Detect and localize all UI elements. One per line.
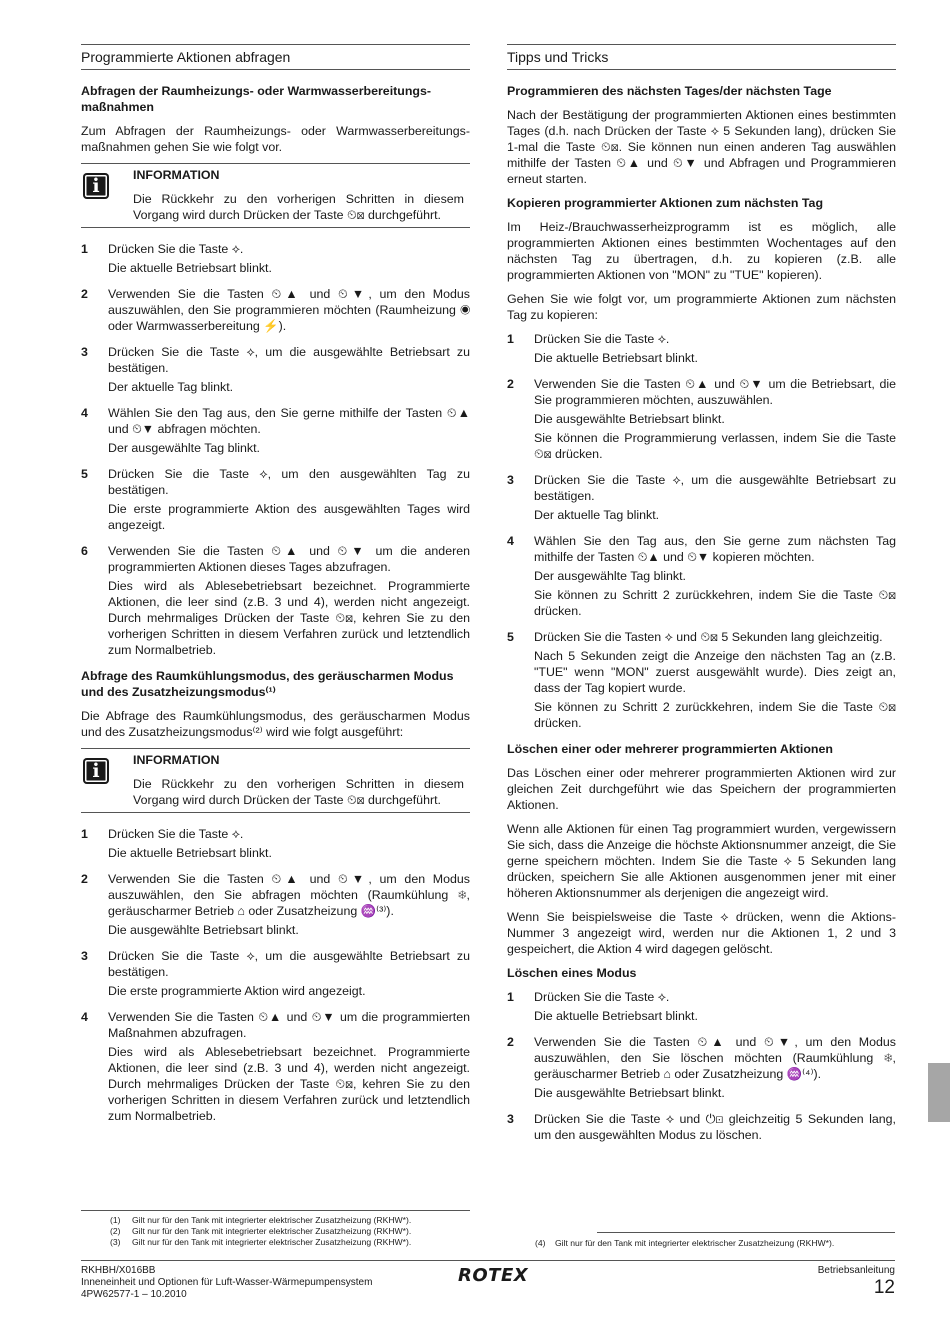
step-note: Die ausgewählte Betriebsart blinkt. — [534, 412, 725, 426]
footnote — [81, 1215, 470, 1226]
step-text: Verwenden Sie die Tasten ⏲▲ und ⏲▼ um die programmierten Maßnahmen abzufragen. — [108, 1010, 470, 1040]
step-list — [507, 989, 896, 1143]
step-note: Die aktuelle Betriebsart blinkt. — [108, 846, 272, 860]
step-item — [81, 948, 470, 999]
subheading: Abfragen der Raumheizungs- oder Warmwasserbereitungs-maßnahmen — [81, 84, 431, 114]
document-id: 4PW62577-1 – 10.2010 — [81, 1289, 187, 1300]
step-item — [507, 376, 896, 462]
footnote — [81, 1226, 470, 1237]
step-text: Drücken Sie die Taste ⟡, um die ausgewählte Betriebsart zu bestätigen. — [108, 345, 470, 375]
step-note: Die erste programmierte Aktion wird angezeigt. — [108, 984, 366, 998]
step-note: Der ausgewählte Tag blinkt. — [534, 569, 686, 583]
page-number: 12 — [873, 1277, 895, 1298]
info-box — [81, 163, 470, 228]
left-column — [81, 44, 470, 1134]
paragraph: Nach der Bestätigung der programmierten Aktionen eines bestimmten Tages (d.h. nach Drücken der Taste ⟡ 5 Sekunden lang), drücken Sie 1-mal die Taste ⏲⊠. Sie können nun einen anderen Tag auswählen mithilfe der Tasten ⏲▲ und ⏲▼ und Abfragen und Programmieren erneut starten. — [507, 108, 896, 186]
step-note: Die aktuelle Betriebsart blinkt. — [534, 351, 698, 365]
subheading: Löschen eines Modus — [507, 966, 637, 980]
step-number: 1 — [81, 242, 88, 256]
step-number: 1 — [507, 990, 514, 1004]
step-item — [507, 629, 896, 731]
step-note: Die aktuelle Betriebsart blinkt. — [108, 261, 272, 275]
step-note: Der aktuelle Tag blinkt. — [108, 380, 234, 394]
section-title: Programmierte Aktionen abfragen — [81, 44, 470, 70]
step-number: 3 — [507, 473, 514, 487]
paragraph: Wenn alle Aktionen für einen Tag programmiert wurden, vergewissern Sie sich, dass die Anzeige die höchste Aktionsnummer anzeigt, die Sie gerne speichern möchten. Indem Sie die Taste ⟡ 5 Sekunden lang drücken, speichern Sie alle Aktionen ausgenommen jener mit einer höheren Aktionsnummer als derjenigen die angezeigt wird. — [507, 822, 896, 900]
footer-left — [81, 1265, 372, 1301]
step-note: Sie können zu Schritt 2 zurückkehren, indem Sie die Taste ⏲⊠ drücken. — [534, 700, 896, 730]
step-number: 5 — [81, 467, 88, 481]
subheading: Kopieren programmierter Aktionen zum nächsten Tag — [507, 196, 824, 210]
step-list — [507, 331, 896, 731]
information-icon: i — [83, 758, 109, 784]
step-text: Wählen Sie den Tag aus, den Sie gerne zum nächsten Tag mithilfe der Tasten ⏲▲ und ⏲▼ kopieren möchten. — [534, 534, 896, 564]
paragraph: Gehen Sie wie folgt vor, um programmierte Aktionen zum nächsten Tag zu kopieren: — [507, 292, 896, 322]
step-number: 6 — [81, 544, 88, 558]
product-name: Inneneinheit und Optionen für Luft-Wasser-Wärmepumpensystem — [81, 1277, 373, 1288]
footnote-text: Gilt nur für den Tank mit integrierter elektrischer Zusatzheizung (RKHW*). — [555, 1238, 835, 1248]
step-number: 2 — [507, 1035, 514, 1049]
step-text: Wählen Sie den Tag aus, den Sie gerne mithilfe der Tasten ⏲▲ und ⏲▼ abfragen möchten. — [108, 406, 470, 436]
step-text: Drücken Sie die Taste ⟡, um die ausgewählte Betriebsart zu bestätigen. — [108, 949, 470, 979]
step-note: Dies wird als Ablesebetriebsart bezeichnet. Programmierte Aktionen, die leer sind (z.B. 3 und 4), werden nicht angezeigt. Durch mehrmaliges Drücken der Taste ⏲⊠, kehren Sie zu den vorherigen Schritten in diesem Verfahren zurück und letztendlich zum Normalbetrieb. — [108, 1045, 470, 1123]
step-number: 2 — [81, 287, 88, 301]
step-note: Sie können die Programmierung verlassen, indem Sie die Taste ⏲⊠ drücken. — [534, 431, 896, 461]
step-number: 4 — [81, 406, 88, 420]
step-text: Verwenden Sie die Tasten ⏲▲ und ⏲▼ um die anderen programmierten Aktionen dieses Tages abzufragen. — [108, 544, 470, 574]
step-text: Verwenden Sie die Tasten ⏲▲ und ⏲▼, um den Modus auszuwählen, den Sie löschen möchten (Raumkühlung ❄, geräuscharmer Betrieb ⌂ oder Zusatzheizung ♒⁽⁴⁾). — [534, 1035, 896, 1081]
info-title: INFORMATION — [133, 168, 220, 182]
footnote-text: Gilt nur für den Tank mit integrierter elektrischer Zusatzheizung (RKHW*). — [132, 1237, 412, 1247]
step-number: 2 — [507, 377, 514, 391]
step-note: Nach 5 Sekunden zeigt die Anzeige den nächsten Tag an (z.B. "TUE" wenn "MON" zuerst ausgewählt wurde). Dies zeigt an, dass der Tag kopiert wurde. — [534, 649, 896, 695]
subheading: Programmieren des nächsten Tages/der nächsten Tage — [507, 84, 832, 98]
step-item — [81, 344, 470, 395]
step-text: Drücken Sie die Taste ⟡. — [534, 990, 670, 1004]
step-number: 3 — [507, 1112, 514, 1126]
step-text: Drücken Sie die Taste ⟡. — [534, 332, 670, 346]
info-title: INFORMATION — [133, 753, 220, 767]
step-item — [81, 286, 470, 334]
step-number: 4 — [81, 1010, 88, 1024]
step-item — [81, 543, 470, 658]
footnote — [81, 1237, 470, 1248]
paragraph: Wenn Sie beispielsweise die Taste ⟡ drücken, wenn die Aktions-Nummer 3 angezeigt wird, werden nur die Aktionen 1, 2 und 3 gespeichert, die Aktion 4 wird dagegen gelöscht. — [507, 910, 896, 956]
paragraph: Zum Abfragen der Raumheizungs- oder Warmwasserbereitungs-maßnahmen gehen Sie wie folgt vor. — [81, 124, 470, 154]
footnote-number: (3) — [110, 1237, 121, 1247]
step-number: 1 — [507, 332, 514, 346]
step-number: 3 — [81, 949, 88, 963]
step-number: 4 — [507, 534, 514, 548]
step-item — [507, 533, 896, 619]
step-note: Die erste programmierte Aktion des ausgewählten Tages wird angezeigt. — [108, 502, 470, 532]
brand-logo: ROTEX — [458, 1265, 529, 1286]
step-item — [507, 1111, 896, 1143]
step-item — [81, 466, 470, 533]
paragraph: Das Löschen einer oder mehrerer programmierten Aktionen wird zur gleichen Zeit durchgeführt wie das Speichern der programmierten Aktionen. — [507, 766, 896, 812]
step-number: 3 — [81, 345, 88, 359]
paragraph: Die Abfrage des Raumkühlungsmodus, des geräuscharmen Modus und des Zusatzheizungsmodus⁽²⁾ wird wie folgt ausgeführt: — [81, 709, 470, 739]
step-list — [81, 241, 470, 658]
step-note: Der ausgewählte Tag blinkt. — [108, 441, 260, 455]
footnote-number: (2) — [110, 1226, 121, 1236]
subheading: Abfrage des Raumkühlungsmodus, des geräuscharmen Modus und des Zusatzheizungsmodus⁽¹⁾ — [81, 669, 454, 699]
footnote-text: Gilt nur für den Tank mit integrierter elektrischer Zusatzheizung (RKHW*). — [132, 1215, 412, 1225]
step-item — [81, 405, 470, 456]
step-note: Die ausgewählte Betriebsart blinkt. — [108, 923, 299, 937]
step-text: Drücken Sie die Taste ⟡. — [108, 242, 244, 256]
step-item — [81, 241, 470, 276]
manual-title: Betriebsanleitung — [817, 1265, 895, 1276]
footnote-number: (1) — [110, 1215, 121, 1225]
footer-right — [818, 1265, 895, 1299]
step-item — [81, 826, 470, 861]
page-footer — [81, 1260, 895, 1300]
step-list — [81, 826, 470, 1124]
footnote — [535, 1238, 895, 1249]
step-text: Drücken Sie die Taste ⟡, um den ausgewählten Tag zu bestätigen. — [108, 467, 470, 497]
step-item — [81, 1009, 470, 1124]
model-number: RKHBH/X016BB — [81, 1265, 156, 1276]
step-text: Verwenden Sie die Tasten ⏲▲ und ⏲▼, um den Modus auszuwählen, den Sie abfragen möchten (Raumkühlung ❄, geräuscharmer Betrieb ⌂ oder Zusatzheizung ♒⁽³⁾). — [108, 872, 470, 918]
paragraph: Im Heiz-/Brauchwasserheizprogramm ist es möglich, alle programmierten Aktionen eines bestimmten Wochentages auf den nächsten Tag zu übertragen, d.h. zu kopieren (z.B. alle programmierten Aktionen von "MON" zu "TUE" kopieren). — [507, 220, 896, 282]
footnote-text: Gilt nur für den Tank mit integrierter elektrischer Zusatzheizung (RKHW*). — [132, 1226, 412, 1236]
footnote-number: (4) — [535, 1238, 546, 1248]
step-item — [507, 472, 896, 523]
step-text: Drücken Sie die Taste ⟡. — [108, 827, 244, 841]
footnotes-right — [535, 1232, 895, 1249]
info-box — [81, 748, 470, 813]
step-note: Sie können zu Schritt 2 zurückkehren, indem Sie die Taste ⏲⊠ drücken. — [534, 588, 896, 618]
step-text: Drücken Sie die Taste ⟡, um die ausgewählte Betriebsart zu bestätigen. — [534, 473, 896, 503]
information-icon: i — [83, 173, 109, 199]
step-note: Die aktuelle Betriebsart blinkt. — [534, 1009, 698, 1023]
step-number: 5 — [507, 630, 514, 644]
step-item — [507, 1034, 896, 1101]
footnotes-left — [81, 1210, 470, 1248]
step-text: Verwenden Sie die Tasten ⏲▲ und ⏲▼ um die Betriebsart, die Sie programmieren möchten, auszuwählen. — [534, 377, 896, 407]
subheading: Löschen einer oder mehrerer programmierten Aktionen — [507, 742, 833, 756]
step-text: Verwenden Sie die Tasten ⏲▲ und ⏲▼, um den Modus auszuwählen, den Sie programmieren möchten (Raumheizung ◉ oder Warmwasserbereitung ⚡). — [108, 287, 470, 333]
step-number: 1 — [81, 827, 88, 841]
chapter-tab — [928, 1063, 950, 1122]
step-note: Der aktuelle Tag blinkt. — [534, 508, 660, 522]
step-number: 2 — [81, 872, 88, 886]
step-note: Die ausgewählte Betriebsart blinkt. — [534, 1086, 725, 1100]
right-column — [507, 44, 896, 1153]
section-title: Tipps und Tricks — [507, 44, 896, 70]
step-note: Dies wird als Ablesebetriebsart bezeichnet. Programmierte Aktionen, die leer sind (z.B. 3 und 4), werden nicht angezeigt. Durch mehrmaliges Drücken der Taste ⏲⊠, kehren Sie zu den vorherigen Schritten in diesem Verfahren zurück und letztendlich zum Normalbetrieb. — [108, 579, 470, 657]
info-text: Die Rückkehr zu den vorherigen Schritten in diesem Vorgang wird durch Drücken der Taste ⏲⊠ durchgeführt. — [133, 192, 464, 222]
step-item — [507, 331, 896, 366]
step-text: Drücken Sie die Taste ⟡ und ⏻⊡ gleichzeitig 5 Sekunden lang, um den ausgewählten Modus zu löschen. — [534, 1112, 896, 1142]
step-item — [81, 871, 470, 938]
step-item — [507, 989, 896, 1024]
step-text: Drücken Sie die Tasten ⟡ und ⏲⊠ 5 Sekunden lang gleichzeitig. — [534, 630, 883, 644]
info-text: Die Rückkehr zu den vorherigen Schritten in diesem Vorgang wird durch Drücken der Taste ⏲⊠ durchgeführt. — [133, 777, 464, 807]
